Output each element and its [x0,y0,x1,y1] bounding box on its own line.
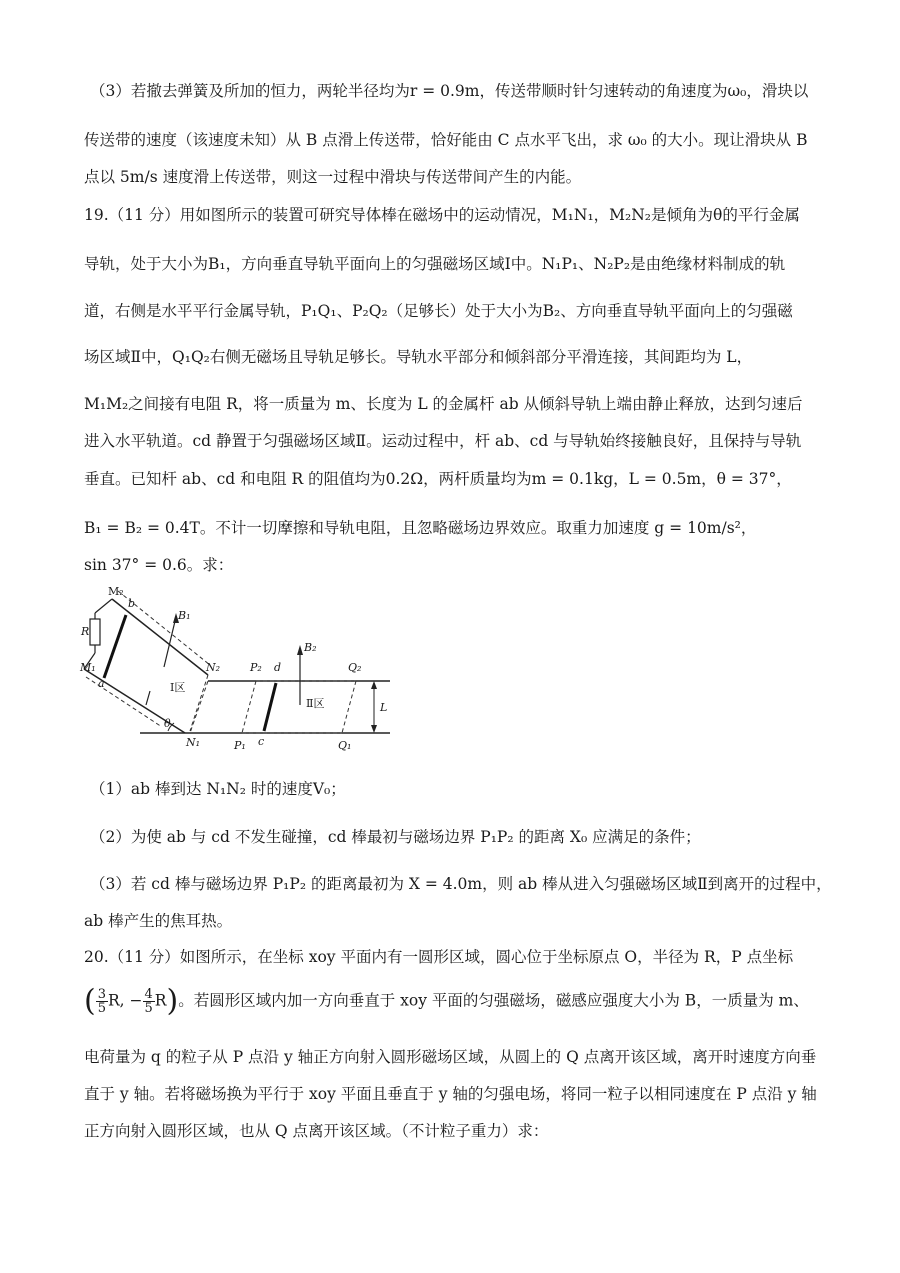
label-q2: Q₂ [348,661,362,674]
rail-diagram [78,583,398,755]
label-c: c [258,735,265,748]
q20-line1: 20.（11 分）如图所示，在坐标 xoy 平面内有一圆形区域，圆心位于坐标原点 O，半径为 R，P 点坐标 [84,948,794,966]
label-n1: N₁ [186,736,201,749]
label-l: L [380,701,388,714]
label-a: a [98,677,105,690]
q19-line5: M₁M₂之间接有电阻 R，将一质量为 m、长度为 L 的金属杆 ab 从倾斜导轨上端由静止释放，达到匀速后 [84,395,803,413]
incline-tick [146,691,150,705]
q20-line2: ( $\frac{3}{5}$ R, − $\frac{4}{5}$ R)。若圆形区域内加一方向垂直于 xoy 平面的匀强磁场，磁感应强度大小为 B，一质量为 m、 [84,983,809,1019]
rail-m2n2 [112,599,208,675]
rod-ab [104,615,126,678]
fraction-x: $\frac{3}{5}$ [97,987,106,1016]
label-d: d [274,661,282,674]
label-m2: M₂ [108,585,124,598]
q-boundary-dash [342,681,356,733]
insulated-dash [190,681,208,733]
label-m1: M₁ [80,661,96,674]
label-zone2: Ⅱ区 [306,697,325,710]
label-zone1: Ⅰ区 [170,681,186,694]
paren-open: ( [84,983,96,1019]
q19-sub3-line1: （3）若 cd 棒与磁场边界 P₁P₂ 的距离最初为 X = 4.0m，则 ab 棒从进入匀强磁场区域Ⅱ到离开的过程中， [90,875,832,893]
fraction-y: $\frac{4}{5}$ [144,987,153,1016]
q18-part3-line3: 点以 5m/s 速度滑上传送带，则这一过程中滑块与传送带间产生的内能。 [84,168,582,186]
label-p2: P₂ [250,661,262,674]
q19-line4: 场区域Ⅱ中，Q₁Q₂右侧无磁场且导轨足够长。导轨水平部分和倾斜部分平滑连接，其间距均为 L， [84,348,753,366]
q19-sub3-line2: ab 棒产生的焦耳热。 [84,912,233,930]
q20-line3: 电荷量为 q 的粒子从 P 点沿 y 轴正方向射入圆形磁场区域，从圆上的 Q 点离开该区域，离开时速度方向垂 [84,1048,817,1066]
q19-line6: 进入水平轨道。cd 静置于匀强磁场区域Ⅱ。运动过程中，杆 ab、cd 与导轨始终接触良好，且保持与导轨 [84,432,802,450]
q20-line5: 正方向射入圆形区域，也从 Q 点离开该区域。（不计粒子重力）求： [84,1122,549,1140]
paren-close: ) [166,983,179,1019]
label-q1: Q₁ [338,739,352,752]
q20-line4: 直于 y 轴。若将磁场换为平行于 xoy 平面且垂直于 y 轴的匀强电场，将同一粒子以相同速度在 P 点沿 y 轴 [84,1085,817,1103]
region1-edge-dash [190,675,208,731]
label-b2: B₂ [304,641,317,654]
q19-line8: B₁ = B₂ = 0.4T。不计一切摩擦和导轨电阻，且忽略磁场边界效应。取重力加速度 g = 10m/s²， [84,519,757,537]
q19-line9: sin 37° = 0.6。求： [84,556,234,574]
b2-arrowhead [297,645,303,655]
q19-line3: 道，右侧是水平平行金属导轨，P₁Q₁、P₂Q₂（足够长）处于大小为B₂、方向垂直导轨平面向上的匀强磁 [84,302,793,320]
label-p1: P₁ [234,739,246,752]
rod-cd [264,683,276,731]
q19-line2: 导轨，处于大小为B₁，方向垂直导轨平面向上的匀强磁场区域Ⅰ中。N₁P₁、N₂P₂是由绝缘材料制成的轨 [84,255,786,273]
q18-part3-line1: （3）若撤去弹簧及所加的恒力，两轮半径均为r = 0.9m，传送带顺时针匀速转动的角速度为ω₀，滑块以 [90,82,809,100]
label-n2: N₂ [206,661,221,674]
label-b1: B₁ [178,609,191,622]
l-arrow-down [371,725,377,733]
q19-line1: 19.（11 分）用如图所示的装置可研究导体棒在磁场中的运动情况，M₁N₁，M₂N₂是倾角为θ的平行金属 [84,206,800,224]
q19-line7: 垂直。已知杆 ab、cd 和电阻 R 的阻值均为0.2Ω，两杆质量均为m = 0.1kg，L = 0.5m，θ = 37°， [84,470,792,488]
q18-part3-line2: 传送带的速度（该速度未知）从 B 点滑上传送带，恰好能由 C 点水平飞出，求 ω₀ 的大小。现让滑块从 B [84,131,808,149]
q19-sub2: （2）为使 ab 与 cd 不发生碰撞，cd 棒最初与磁场边界 P₁P₂ 的距离 X₀ 应满足的条件； [90,828,701,846]
q19-sub1: （1）ab 棒到达 N₁N₂ 时的速度V₀； [90,780,346,798]
wire-top [95,599,112,613]
p-boundary-dash [242,681,256,733]
label-b: b [128,597,136,610]
resistor [90,619,100,645]
l-arrow-up [371,681,377,689]
label-theta: θ [164,717,171,730]
label-r: R [81,625,90,638]
